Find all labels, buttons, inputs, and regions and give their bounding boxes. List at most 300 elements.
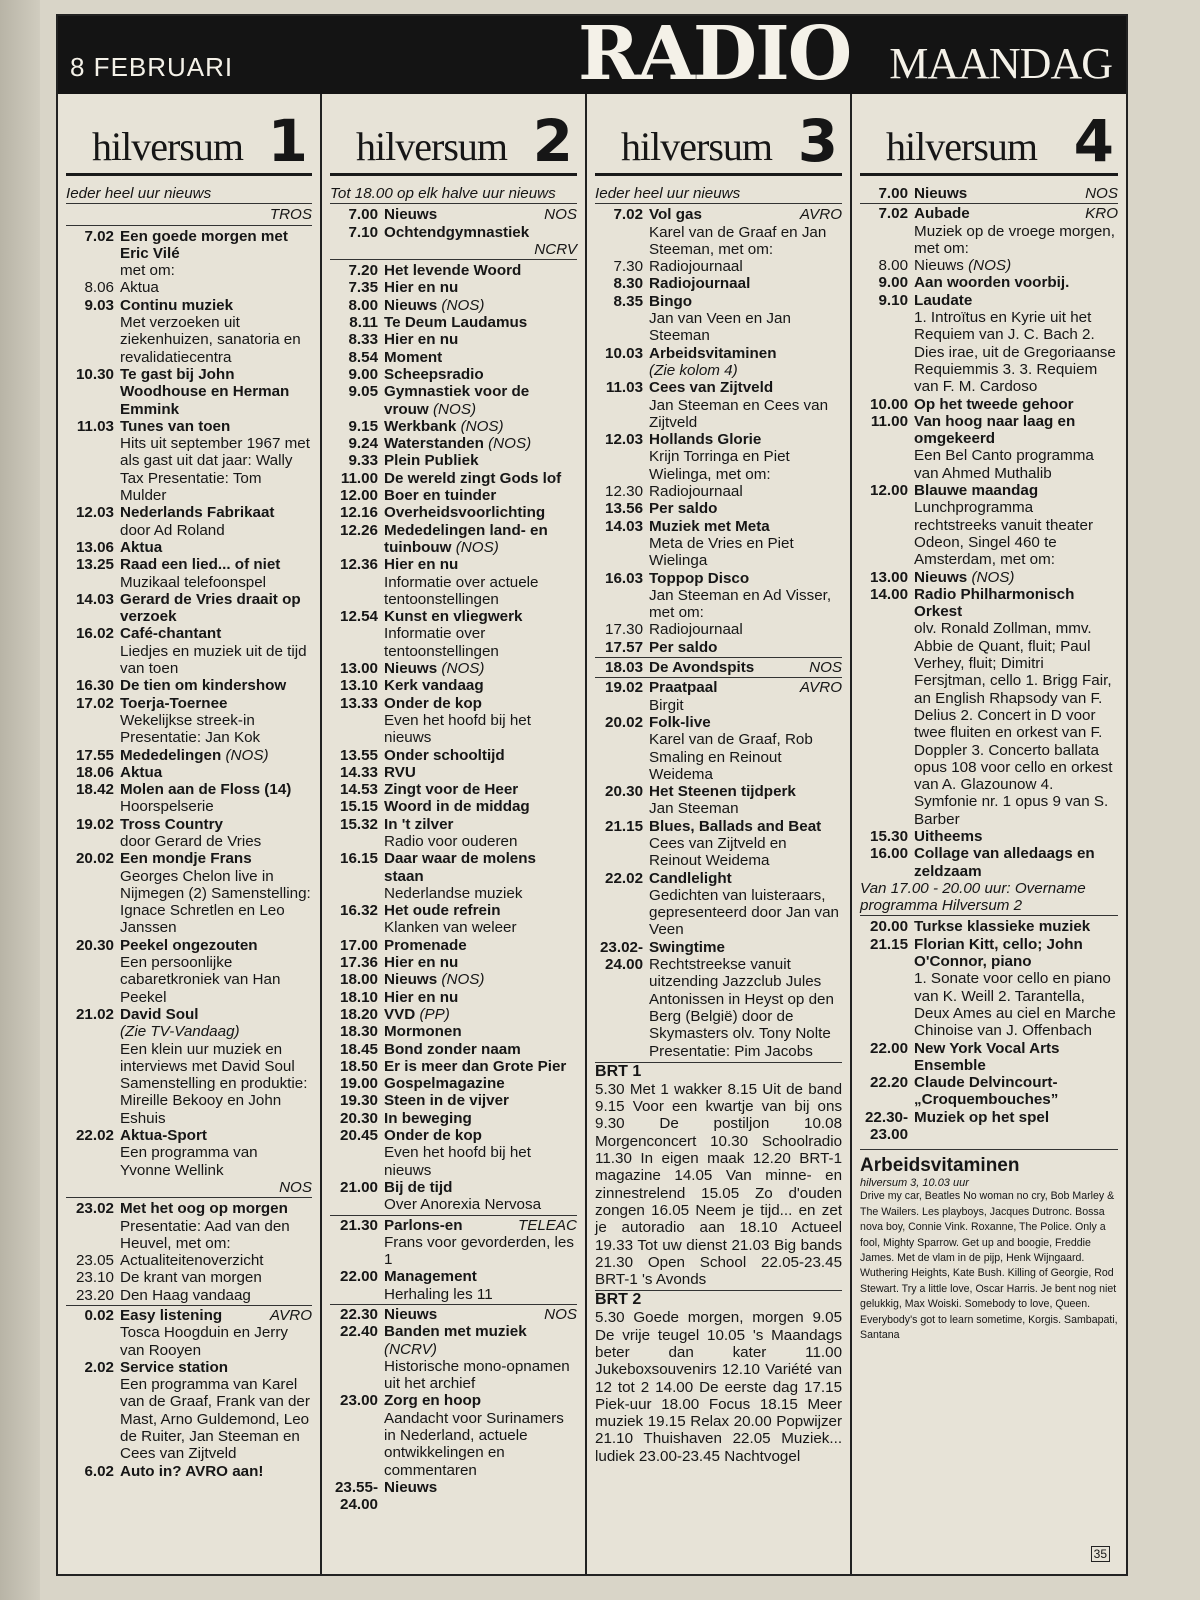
program-source: (NOS) bbox=[441, 296, 485, 314]
program-body bbox=[649, 783, 842, 818]
program-item bbox=[66, 677, 312, 694]
program-body bbox=[649, 714, 842, 783]
program-time: 23.02 bbox=[75, 1200, 114, 1218]
program-title: In 't zilver bbox=[384, 815, 454, 833]
program-title: Vol gas bbox=[649, 206, 702, 224]
program-title: Werkbank bbox=[384, 417, 457, 435]
program-item bbox=[330, 314, 577, 331]
program-description: Een Bel Canto programma van Ahmed Muthalib bbox=[914, 447, 1094, 482]
program-description: Cees van Zijtveld en Reinout Weidema bbox=[649, 834, 787, 870]
program-list bbox=[860, 185, 1118, 1143]
program-title: Candlelight bbox=[649, 869, 732, 887]
brt2-heading: BRT 2 bbox=[595, 1290, 842, 1309]
program-title: Ochtendgymnastiek bbox=[384, 223, 530, 241]
program-title: Nieuws bbox=[384, 660, 438, 678]
program-body bbox=[120, 625, 312, 677]
program-time: 13.00 bbox=[340, 660, 379, 678]
program-body bbox=[649, 431, 842, 483]
program-title: Hier en nu bbox=[384, 954, 459, 972]
program-item bbox=[595, 659, 842, 676]
program-source: (NOS) bbox=[441, 660, 485, 678]
program-title: Bingo bbox=[649, 292, 693, 310]
program-item bbox=[595, 518, 842, 570]
program-body bbox=[120, 556, 312, 591]
program-item bbox=[330, 470, 577, 487]
divider bbox=[330, 1215, 577, 1216]
program-item bbox=[330, 366, 577, 383]
program-time: 7.02 bbox=[84, 227, 114, 245]
program-time: 15.30 bbox=[870, 827, 909, 845]
program-body bbox=[384, 1217, 577, 1269]
program-title: Laudate bbox=[914, 291, 973, 309]
station-number: 2 bbox=[532, 107, 574, 175]
column-hilversum-2 bbox=[322, 94, 587, 1574]
program-item bbox=[330, 764, 577, 781]
program-item bbox=[860, 257, 1118, 274]
program-description: door Gerard de Vries bbox=[120, 832, 262, 850]
program-item bbox=[66, 1127, 312, 1179]
program-description: Aandacht voor Surinamers in Nederland, actuele ontwikkelingen en commentaren bbox=[384, 1409, 564, 1479]
program-title: Aktua bbox=[120, 763, 163, 781]
program-time: 16.15 bbox=[340, 850, 379, 868]
header-section: RADIO bbox=[578, 11, 851, 97]
program-body bbox=[384, 1075, 577, 1092]
program-time: 8.30 bbox=[613, 275, 644, 293]
program-item bbox=[595, 679, 842, 714]
program-body bbox=[384, 695, 577, 747]
program-item bbox=[330, 1092, 577, 1109]
program-source: (PP) bbox=[419, 1005, 450, 1023]
page-number: 35 bbox=[1091, 1546, 1110, 1562]
program-description: Aktua bbox=[120, 279, 159, 297]
arbeidsvitaminen-playlist: Drive my car, Beatles No woman no cry, Bob Marley & The Wailers. Les playboys, Jacques Dutronc. Bossa nova boy, Connie Vink. Roxanne, The Police. Only a fool, Mighty Sparrow. Get up and boogie, Freddie James. Met de vlam in de pijp, Henk Wijngaard. Wuthering Heights, Kate Bush. Killing of Georgie, Rod Stewart. Try a little love, Oscar Harris. Je bent nog niet gelukkig, Max Woiski. Somebody to love, Queen. Everybody's got to learn sometime, Korgis. Sambapati, Santana bbox=[860, 1190, 1118, 1341]
program-body bbox=[914, 1040, 1118, 1075]
program-title: Toppop Disco bbox=[649, 569, 750, 587]
program-source: (NOS) bbox=[488, 435, 532, 453]
program-title: Blues, Ballads and Beat bbox=[649, 817, 822, 835]
program-item bbox=[330, 677, 577, 694]
program-title: David Soul bbox=[120, 1005, 199, 1023]
program-time: 7.00 bbox=[348, 206, 379, 224]
program-item bbox=[595, 275, 842, 292]
program-time: 7.02 bbox=[878, 205, 909, 223]
program-time: 6.02 bbox=[84, 1462, 114, 1480]
program-time: 19.02 bbox=[605, 679, 644, 697]
program-description: Herhaling les 11 bbox=[384, 1285, 493, 1303]
program-body bbox=[384, 452, 577, 469]
program-body bbox=[384, 1323, 577, 1392]
arbeidsvitaminen-title: Arbeidsvitaminen bbox=[860, 1149, 1118, 1177]
program-body bbox=[649, 206, 842, 258]
program-item bbox=[330, 224, 577, 241]
schedule-note: Ieder heel uur nieuws bbox=[66, 185, 312, 204]
program-item bbox=[595, 345, 842, 380]
broadcaster-label: NOS bbox=[66, 1179, 312, 1198]
program-body bbox=[914, 918, 1118, 935]
program-title: Service station bbox=[120, 1358, 229, 1376]
program-title: Radiojournaal bbox=[649, 275, 751, 293]
program-title: Gospelmagazine bbox=[384, 1075, 505, 1093]
station-header bbox=[330, 94, 577, 176]
program-item bbox=[66, 1287, 312, 1304]
program-title: Kunst en vliegwerk bbox=[384, 608, 523, 626]
program-description: Muzikaal telefoonspel bbox=[120, 573, 267, 591]
program-title: Aktua bbox=[120, 538, 163, 556]
program-item bbox=[330, 279, 577, 296]
program-title: Boer en tuinder bbox=[384, 487, 497, 505]
program-body bbox=[649, 870, 842, 939]
program-body bbox=[384, 297, 577, 314]
station-number: 4 bbox=[1073, 107, 1115, 175]
program-title: Daar waar de molens staan bbox=[384, 850, 536, 885]
program-body bbox=[384, 937, 577, 954]
program-body bbox=[384, 314, 577, 331]
program-time: 9.00 bbox=[878, 274, 909, 292]
program-description: Rechtstreekse vanuit uitzending Jazzclub Jules Antonissen in Heyst op den Berg (België) door de Skymasters olv. Tony Nolte Presentatie: Pim Jacobs bbox=[649, 956, 834, 1060]
program-body bbox=[120, 418, 312, 504]
header-date: 8 FEBRUARI bbox=[70, 52, 234, 82]
program-time: 17.55 bbox=[75, 746, 114, 764]
broadcaster-label: AVRO bbox=[269, 1307, 313, 1324]
broadcaster-label: NOS bbox=[544, 206, 578, 224]
program-item bbox=[330, 349, 577, 366]
program-description: Even het hoofd bij het nieuws bbox=[384, 1144, 531, 1179]
program-source: (NOS) bbox=[441, 971, 485, 989]
program-time: 22.30 bbox=[340, 1306, 379, 1323]
broadcaster-label: TROS bbox=[66, 206, 312, 225]
program-description: met om: bbox=[120, 262, 175, 280]
program-item bbox=[860, 274, 1118, 291]
program-time: 8.06 bbox=[84, 279, 114, 297]
program-time: 22.20 bbox=[870, 1074, 909, 1092]
program-description: Hits uit september 1967 met als gast uit dat jaar: Wally Tax Presentatie: Tom Mulder bbox=[120, 435, 310, 505]
program-item bbox=[66, 228, 312, 280]
program-body bbox=[384, 989, 577, 1006]
schedule-note: Tot 18.00 op elk halve uur nieuws bbox=[330, 185, 577, 204]
program-title: Nieuws bbox=[384, 971, 438, 989]
station-header bbox=[595, 94, 842, 176]
program-description: Jan van Veen en Jan Steeman bbox=[649, 310, 791, 345]
program-body bbox=[649, 483, 842, 500]
program-body bbox=[384, 764, 577, 781]
program-time: 18.42 bbox=[75, 781, 114, 799]
program-time: 8.00 bbox=[878, 257, 909, 275]
broadcaster-label: TELEAC bbox=[517, 1216, 578, 1234]
schedule-note: Van 17.00 - 20.00 uur: Overname programma Hilversum 2 bbox=[860, 880, 1118, 917]
program-title: Het levende Woord bbox=[384, 262, 522, 280]
program-item bbox=[860, 845, 1118, 880]
program-title: Met het oog op morgen bbox=[120, 1200, 288, 1218]
broadcaster-label: KRO bbox=[1085, 205, 1119, 223]
program-description: Nieuws bbox=[914, 257, 964, 275]
program-title: Nederlands Fabrikaat bbox=[120, 504, 275, 522]
program-description: Even het hoofd bij het nieuws bbox=[384, 711, 531, 747]
program-title: Kerk vandaag bbox=[384, 677, 484, 695]
program-time: 12.54 bbox=[340, 608, 379, 626]
program-item bbox=[330, 989, 577, 1006]
program-title: Aubade bbox=[914, 205, 970, 223]
program-body bbox=[649, 818, 842, 870]
program-title: Onder de kop bbox=[384, 1127, 482, 1145]
program-body bbox=[384, 850, 577, 902]
program-body bbox=[384, 1479, 577, 1514]
program-item bbox=[595, 639, 842, 656]
program-title: De Avondspits bbox=[649, 659, 755, 677]
column-hilversum-1 bbox=[58, 94, 322, 1574]
program-description: Historische mono-opnamen uit het archief bbox=[384, 1357, 570, 1393]
program-item bbox=[66, 781, 312, 816]
program-time: 12.16 bbox=[340, 504, 379, 522]
program-time: 12.00 bbox=[870, 482, 909, 500]
program-body bbox=[120, 764, 312, 781]
program-body bbox=[649, 345, 842, 380]
program-title: Café-chantant bbox=[120, 625, 222, 643]
program-item bbox=[595, 870, 842, 939]
program-time: 13.56 bbox=[605, 500, 644, 518]
program-body bbox=[914, 845, 1118, 880]
program-time: 9.10 bbox=[878, 291, 909, 309]
program-body bbox=[384, 1058, 577, 1075]
station-name: hilversum bbox=[886, 124, 1038, 169]
program-description: Wekelijkse streek-in Presentatie: Jan Kok bbox=[120, 711, 261, 747]
program-item bbox=[66, 747, 312, 764]
program-title: Nieuws bbox=[384, 206, 438, 224]
program-title: RVU bbox=[384, 763, 416, 781]
program-description: Karel van de Graaf, Rob Smaling en Reinout Weidema bbox=[649, 731, 813, 783]
broadcaster-label: AVRO bbox=[799, 679, 843, 697]
program-title: Promenade bbox=[384, 936, 467, 954]
program-time: 18.20 bbox=[340, 1005, 379, 1023]
station-number: 3 bbox=[797, 107, 839, 175]
program-item bbox=[595, 500, 842, 517]
program-time: 7.00 bbox=[878, 185, 909, 202]
program-note: (Zie TV-Vandaag) bbox=[120, 1023, 240, 1041]
program-title: Aktua-Sport bbox=[120, 1127, 207, 1145]
program-title: Mededelingen bbox=[120, 746, 222, 764]
program-title: Hier en nu bbox=[384, 988, 459, 1006]
program-title: Muziek op het spel bbox=[914, 1108, 1050, 1126]
program-body bbox=[384, 677, 577, 694]
program-time: 7.02 bbox=[613, 206, 644, 224]
program-time: 19.00 bbox=[340, 1075, 379, 1093]
program-time: 11.03 bbox=[605, 379, 644, 397]
program-title: Per saldo bbox=[649, 500, 718, 518]
program-item bbox=[66, 1006, 312, 1127]
program-body bbox=[120, 1287, 312, 1304]
tv-guide-page bbox=[56, 11, 1128, 1576]
program-body bbox=[384, 1092, 577, 1109]
program-item bbox=[330, 1127, 577, 1179]
program-description: Informatie over tentoonstellingen bbox=[384, 625, 499, 660]
program-title: Toerja-Toernee bbox=[120, 694, 228, 712]
program-item bbox=[66, 850, 312, 936]
program-body bbox=[120, 539, 312, 556]
program-item bbox=[330, 1041, 577, 1058]
program-time: 22.02 bbox=[605, 869, 644, 887]
program-title: Gymnastiek voor de vrouw bbox=[384, 383, 530, 418]
program-time: 21.30 bbox=[340, 1216, 379, 1234]
program-body bbox=[120, 504, 312, 539]
program-item bbox=[330, 1110, 577, 1127]
program-title: Tross Country bbox=[120, 815, 223, 833]
program-time: 9.15 bbox=[348, 417, 379, 435]
program-time: 22.00 bbox=[340, 1268, 379, 1286]
program-item bbox=[595, 206, 842, 258]
program-item bbox=[330, 902, 577, 937]
program-item bbox=[330, 1306, 577, 1323]
page-header bbox=[58, 11, 1126, 97]
program-body bbox=[384, 522, 577, 557]
program-title: Continu muziek bbox=[120, 296, 234, 314]
program-time: 13.33 bbox=[340, 694, 379, 712]
program-title: Zingt voor de Heer bbox=[384, 781, 519, 799]
program-description: Klanken van weleer bbox=[384, 919, 517, 937]
program-title: Aan woorden voorbij. bbox=[914, 274, 1070, 292]
program-time: 22.02 bbox=[75, 1127, 114, 1145]
program-time: 9.24 bbox=[348, 435, 379, 453]
program-item bbox=[330, 262, 577, 279]
program-item bbox=[860, 482, 1118, 568]
program-title: Nieuws bbox=[384, 296, 438, 314]
program-title: Onder de kop bbox=[384, 694, 482, 712]
program-time: 18.50 bbox=[340, 1057, 379, 1075]
program-title: Praatpaal bbox=[649, 679, 718, 697]
program-time: 11.00 bbox=[340, 469, 379, 487]
program-title: Management bbox=[384, 1268, 477, 1286]
program-body bbox=[384, 954, 577, 971]
program-item bbox=[330, 331, 577, 348]
program-item bbox=[66, 937, 312, 1006]
program-time: 20.45 bbox=[340, 1127, 379, 1145]
program-item bbox=[66, 1463, 312, 1480]
program-body bbox=[120, 1127, 312, 1179]
program-description: Actualiteitenoverzicht bbox=[120, 1252, 264, 1270]
program-time: 9.05 bbox=[348, 383, 379, 401]
program-time: 10.03 bbox=[605, 344, 644, 362]
program-time: 18.30 bbox=[340, 1023, 379, 1041]
program-time: 12.03 bbox=[605, 431, 644, 449]
program-description: Een programma van Karel van de Graaf, Frank van der Mast, Arno Guldemond, Leo de Ruiter, Jan Steeman en Cees van Zijtveld bbox=[120, 1376, 310, 1463]
program-item bbox=[66, 418, 312, 504]
program-time: 16.00 bbox=[870, 845, 909, 863]
program-body bbox=[649, 275, 842, 292]
program-item bbox=[66, 625, 312, 677]
program-body bbox=[914, 1109, 1118, 1144]
divider bbox=[66, 1305, 312, 1306]
program-time: 8.54 bbox=[348, 348, 379, 366]
program-item bbox=[860, 1109, 1118, 1144]
program-item bbox=[330, 206, 577, 223]
program-title: Overheidsvoorlichting bbox=[384, 504, 546, 522]
brt1-heading: BRT 1 bbox=[595, 1062, 842, 1081]
program-title: Claude Delvincourt- „Croquembouches” bbox=[914, 1074, 1059, 1109]
program-item bbox=[330, 608, 577, 660]
program-time: 8.00 bbox=[348, 296, 379, 314]
program-body bbox=[384, 1041, 577, 1058]
program-description: Radiojournaal bbox=[649, 258, 743, 276]
program-time: 21.15 bbox=[605, 817, 644, 835]
program-time: 20.00 bbox=[870, 918, 909, 936]
program-item bbox=[66, 695, 312, 747]
program-body bbox=[649, 679, 842, 714]
program-time: 7.35 bbox=[348, 279, 379, 297]
program-body bbox=[120, 1269, 312, 1286]
program-body bbox=[384, 1392, 577, 1478]
program-body bbox=[914, 569, 1118, 586]
program-body bbox=[384, 660, 577, 677]
program-body bbox=[649, 293, 842, 345]
program-body bbox=[384, 279, 577, 296]
program-body bbox=[384, 1306, 577, 1323]
program-title: Folk-live bbox=[649, 713, 711, 731]
program-title: Peekel ongezouten bbox=[120, 936, 258, 954]
program-description: Informatie over actuele tentoonstellingen bbox=[384, 573, 539, 608]
program-body bbox=[384, 816, 577, 851]
program-description: Over Anorexia Nervosa bbox=[384, 1196, 542, 1214]
program-time: 14.00 bbox=[870, 585, 909, 603]
program-item bbox=[595, 258, 842, 275]
program-body bbox=[914, 257, 1118, 274]
program-title: Gerard de Vries draait op verzoek bbox=[120, 590, 301, 626]
program-title: Van hoog naar laag en omgekeerd bbox=[914, 412, 1076, 448]
program-body bbox=[649, 379, 842, 431]
program-time: 12.36 bbox=[340, 556, 379, 574]
program-time: 8.33 bbox=[348, 331, 379, 349]
program-title: Easy listening bbox=[120, 1307, 223, 1324]
program-title: Een goede morgen met Eric Vilé bbox=[120, 227, 288, 262]
divider bbox=[860, 203, 1118, 204]
program-body bbox=[649, 258, 842, 275]
program-title: Muziek met Meta bbox=[649, 517, 770, 535]
program-time: 12.00 bbox=[340, 487, 379, 505]
broadcaster-label: NOS bbox=[1085, 185, 1119, 202]
header-day: MAANDAG bbox=[889, 39, 1112, 88]
program-item bbox=[595, 621, 842, 638]
station-header bbox=[860, 94, 1118, 176]
program-item bbox=[330, 954, 577, 971]
program-time: 18.45 bbox=[340, 1040, 379, 1058]
program-item bbox=[595, 483, 842, 500]
program-title: Collage van alledaags en zeldzaam bbox=[914, 845, 1095, 880]
program-title: Radio Philharmonisch Orkest bbox=[914, 585, 1075, 621]
divider bbox=[595, 657, 842, 658]
program-description: Meta de Vries en Piet Wielinga bbox=[649, 534, 794, 570]
program-body bbox=[914, 586, 1118, 828]
program-body bbox=[384, 349, 577, 366]
program-body bbox=[384, 781, 577, 798]
broadcaster-label: AVRO bbox=[799, 206, 843, 224]
program-item bbox=[595, 939, 842, 1060]
program-item bbox=[330, 1006, 577, 1023]
program-title: Nieuws bbox=[384, 1478, 438, 1496]
program-time: 20.02 bbox=[605, 713, 644, 731]
program-time: 17.57 bbox=[605, 638, 644, 656]
program-time: 20.30 bbox=[75, 936, 114, 954]
program-body bbox=[384, 1023, 577, 1040]
program-body bbox=[384, 1110, 577, 1127]
program-time: 23.55-24.00 bbox=[334, 1478, 379, 1514]
program-body bbox=[384, 331, 577, 348]
program-item bbox=[860, 396, 1118, 413]
program-description: olv. Ronald Zollman, mmv. Abbie de Quant, fluit; Paul Verhey, fluit; Dimitri Fersjtman, cello 1. Brigg Fair, an English Rhapsody van F. Delius 2. Concert in D voor twee fluiten en orkest van F. Doppler 3. Concerto ballata opus 108 voor cello en orkest van A. Glazounow 4. Symfonie nr. 1 opus 9 van S. Barber bbox=[914, 620, 1113, 828]
program-title: Nieuws bbox=[384, 1306, 438, 1323]
program-time: 10.30 bbox=[75, 365, 114, 383]
program-title: Florian Kitt, cello; John O'Connor, piano bbox=[914, 935, 1083, 971]
program-time: 13.55 bbox=[340, 746, 379, 764]
program-item bbox=[330, 937, 577, 954]
program-title: Moment bbox=[384, 348, 443, 366]
program-title: Swingtime bbox=[649, 938, 725, 956]
